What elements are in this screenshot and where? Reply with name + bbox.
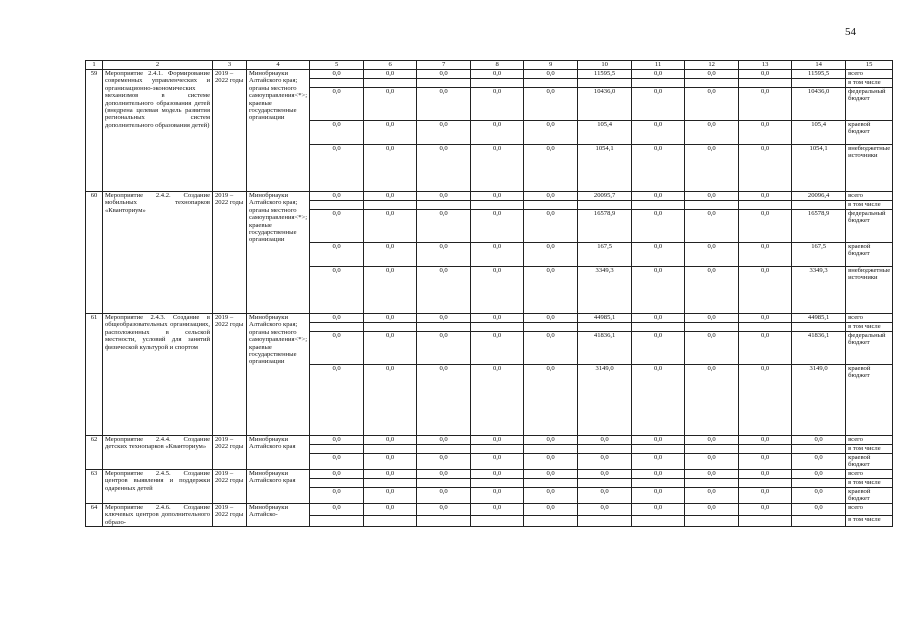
amount-cell: 0,0 (310, 314, 364, 323)
period: 2019 – 2022 годы (213, 504, 247, 527)
amount-cell: 16578,9 (792, 210, 846, 243)
amount-cell (524, 445, 578, 454)
amount-cell: 0,0 (685, 243, 739, 267)
amount-cell: 0,0 (364, 332, 417, 365)
amount-cell: 0,0 (364, 488, 417, 504)
amount-cell: 0,0 (632, 314, 685, 323)
period: 2019 – 2022 годы (213, 70, 247, 192)
amount-cell: 0,0 (632, 243, 685, 267)
amount-cell: 0,0 (578, 504, 632, 516)
amount-cell: 41836,1 (578, 332, 632, 365)
amount-cell: 20096,4 (792, 192, 846, 201)
amount-cell: 0,0 (739, 314, 792, 323)
amount-cell: 0,0 (364, 454, 417, 470)
amount-cell (524, 479, 578, 488)
amount-cell: 0,0 (417, 192, 471, 201)
funding-source: всего (846, 504, 893, 516)
amount-cell: 16578,9 (578, 210, 632, 243)
period: 2019 – 2022 годы (213, 192, 247, 314)
amount-cell (524, 323, 578, 332)
amount-cell: 0,0 (471, 365, 524, 436)
amount-cell (632, 323, 685, 332)
funding-source: краевой бюджет (846, 488, 893, 504)
amount-cell: 0,0 (524, 145, 578, 192)
amount-cell: 0,0 (792, 436, 846, 445)
amount-cell (685, 515, 739, 527)
amount-cell (792, 79, 846, 88)
amount-cell: 0,0 (310, 192, 364, 201)
column-number: 15 (846, 61, 893, 70)
amount-cell: 0,0 (417, 488, 471, 504)
amount-cell: 1054,1 (578, 145, 632, 192)
amount-cell (310, 445, 364, 454)
amount-cell: 0,0 (364, 243, 417, 267)
amount-cell: 0,0 (578, 436, 632, 445)
amount-cell: 10436,0 (578, 88, 632, 121)
amount-cell: 0,0 (739, 332, 792, 365)
amount-cell: 0,0 (739, 243, 792, 267)
funding-source: всего (846, 192, 893, 201)
amount-cell: 0,0 (739, 488, 792, 504)
table-row (86, 192, 893, 201)
amount-cell (632, 515, 685, 527)
amount-cell: 0,0 (310, 121, 364, 145)
amount-cell: 0,0 (364, 470, 417, 479)
amount-cell: 44985,1 (792, 314, 846, 323)
amount-cell (792, 445, 846, 454)
amount-cell (310, 479, 364, 488)
amount-cell: 0,0 (364, 70, 417, 79)
amount-cell: 105,4 (792, 121, 846, 145)
funding-source: в том числе (846, 323, 893, 332)
funding-source: всего (846, 470, 893, 479)
amount-cell: 44985,1 (578, 314, 632, 323)
amount-cell: 0,0 (632, 365, 685, 436)
amount-cell: 0,0 (739, 365, 792, 436)
amount-cell: 0,0 (417, 70, 471, 79)
row-number: 60 (86, 192, 103, 314)
amount-cell: 0,0 (471, 88, 524, 121)
amount-cell: 0,0 (310, 243, 364, 267)
amount-cell: 0,0 (739, 88, 792, 121)
amount-cell: 0,0 (792, 504, 846, 516)
amount-cell: 0,0 (632, 88, 685, 121)
amount-cell: 0,0 (739, 70, 792, 79)
funding-source: федеральный бюджет (846, 88, 893, 121)
amount-cell (471, 79, 524, 88)
amount-cell: 0,0 (310, 70, 364, 79)
amount-cell (685, 323, 739, 332)
funding-source: в том числе (846, 201, 893, 210)
amount-cell (524, 79, 578, 88)
amount-cell: 0,0 (685, 192, 739, 201)
amount-cell (471, 479, 524, 488)
column-number: 8 (471, 61, 524, 70)
row-number: 62 (86, 436, 103, 470)
funding-source: всего (846, 70, 893, 79)
amount-cell: 0,0 (685, 121, 739, 145)
amount-cell: 0,0 (739, 454, 792, 470)
amount-cell (739, 323, 792, 332)
column-number: 2 (103, 61, 213, 70)
amount-cell: 0,0 (364, 365, 417, 436)
amount-cell: 0,0 (471, 243, 524, 267)
column-number: 11 (632, 61, 685, 70)
column-number-header (86, 61, 893, 70)
amount-cell: 0,0 (739, 504, 792, 516)
amount-cell: 0,0 (471, 70, 524, 79)
amount-cell (792, 323, 846, 332)
amount-cell: 0,0 (739, 436, 792, 445)
amount-cell: 105,4 (578, 121, 632, 145)
amount-cell: 0,0 (471, 436, 524, 445)
amount-cell: 0,0 (578, 454, 632, 470)
column-number: 6 (364, 61, 417, 70)
amount-cell (364, 323, 417, 332)
amount-cell: 0,0 (417, 470, 471, 479)
table-row (86, 436, 893, 445)
amount-cell: 0,0 (685, 70, 739, 79)
amount-cell: 0,0 (632, 436, 685, 445)
amount-cell (632, 79, 685, 88)
amount-cell: 0,0 (524, 454, 578, 470)
amount-cell: 0,0 (417, 436, 471, 445)
amount-cell: 0,0 (417, 332, 471, 365)
amount-cell: 0,0 (417, 454, 471, 470)
executor: Минобрнауки Алтайского края; органы местного самоуправления<*>; краевые государственные организации (247, 70, 310, 192)
amount-cell: 0,0 (685, 470, 739, 479)
amount-cell: 0,0 (739, 145, 792, 192)
row-number: 59 (86, 70, 103, 192)
amount-cell (524, 201, 578, 210)
amount-cell: 0,0 (524, 192, 578, 201)
amount-cell (685, 201, 739, 210)
page-number: 54 (845, 26, 856, 38)
amount-cell (364, 79, 417, 88)
funding-source: федеральный бюджет (846, 210, 893, 243)
amount-cell (685, 479, 739, 488)
amount-cell: 0,0 (632, 332, 685, 365)
funding-source: в том числе (846, 479, 893, 488)
amount-cell: 0,0 (310, 332, 364, 365)
amount-cell: 3349,3 (792, 267, 846, 314)
amount-cell (578, 323, 632, 332)
amount-cell: 0,0 (632, 267, 685, 314)
amount-cell (417, 479, 471, 488)
amount-cell (471, 201, 524, 210)
amount-cell: 0,0 (471, 470, 524, 479)
amount-cell (685, 79, 739, 88)
amount-cell (578, 79, 632, 88)
funding-source: в том числе (846, 445, 893, 454)
funding-source: всего (846, 314, 893, 323)
amount-cell: 0,0 (739, 121, 792, 145)
amount-cell: 11595,5 (578, 70, 632, 79)
amount-cell: 0,0 (417, 121, 471, 145)
amount-cell: 0,0 (792, 488, 846, 504)
amount-cell: 0,0 (364, 192, 417, 201)
amount-cell (310, 323, 364, 332)
amount-cell: 0,0 (685, 314, 739, 323)
amount-cell: 20095,7 (578, 192, 632, 201)
amount-cell: 0,0 (364, 267, 417, 314)
table-row (86, 70, 893, 79)
amount-cell: 167,5 (792, 243, 846, 267)
amount-cell: 0,0 (471, 210, 524, 243)
amount-cell: 0,0 (685, 267, 739, 314)
amount-cell: 0,0 (632, 70, 685, 79)
amount-cell: 0,0 (417, 88, 471, 121)
funding-source: внебюджетные источники (846, 267, 893, 314)
funding-source: всего (846, 436, 893, 445)
amount-cell: 41836,1 (792, 332, 846, 365)
amount-cell: 0,0 (310, 210, 364, 243)
amount-cell: 3149,0 (792, 365, 846, 436)
executor: Минобрнауки Алтайского края; органы местного самоуправления<*>; краевые государственные организации (247, 314, 310, 436)
amount-cell: 0,0 (524, 314, 578, 323)
amount-cell: 0,0 (364, 314, 417, 323)
amount-cell: 0,0 (471, 314, 524, 323)
amount-cell (524, 515, 578, 527)
measure-name: Мероприятие 2.4.4. Создание детских технопарков «Кванториум» (103, 436, 213, 470)
amount-cell (417, 201, 471, 210)
period: 2019 – 2022 годы (213, 436, 247, 470)
amount-cell: 0,0 (739, 210, 792, 243)
amount-cell (364, 479, 417, 488)
funding-source: краевой бюджет (846, 121, 893, 145)
funding-source: краевой бюджет (846, 454, 893, 470)
amount-cell: 0,0 (685, 436, 739, 445)
amount-cell (632, 445, 685, 454)
amount-cell (310, 515, 364, 527)
amount-cell: 0,0 (632, 488, 685, 504)
amount-cell (792, 515, 846, 527)
amount-cell: 0,0 (524, 88, 578, 121)
amount-cell: 0,0 (310, 504, 364, 516)
amount-cell: 0,0 (524, 243, 578, 267)
column-number: 4 (247, 61, 310, 70)
table-row (86, 470, 893, 479)
measure-name: Мероприятие 2.4.5. Создание центров выявления и поддержки одаренных детей (103, 470, 213, 504)
amount-cell: 0,0 (739, 192, 792, 201)
amount-cell: 0,0 (471, 504, 524, 516)
amount-cell: 1054,1 (792, 145, 846, 192)
amount-cell (417, 515, 471, 527)
amount-cell (417, 445, 471, 454)
amount-cell: 0,0 (524, 332, 578, 365)
period: 2019 – 2022 годы (213, 470, 247, 504)
amount-cell (739, 79, 792, 88)
amount-cell: 0,0 (685, 488, 739, 504)
amount-cell (685, 445, 739, 454)
amount-cell (578, 515, 632, 527)
column-number: 10 (578, 61, 632, 70)
amount-cell: 0,0 (471, 121, 524, 145)
amount-cell: 0,0 (792, 454, 846, 470)
measure-name: Мероприятие 2.4.6. Создание ключевых центров дополнительного образо- (103, 504, 213, 527)
measure-name: Мероприятие 2.4.1. Формирование современных управленческих и организационно-экономических механизмов в системе дополнительного образования детей (внедрена целевая модель развития региональных систем дополнительного образования детей) (103, 70, 213, 192)
amount-cell: 0,0 (364, 88, 417, 121)
row-number: 63 (86, 470, 103, 504)
amount-cell (471, 515, 524, 527)
measure-name: Мероприятие 2.4.2. Создание мобильных технопарков «Кванториум» (103, 192, 213, 314)
executor: Минобрнауки Алтайского края (247, 470, 310, 504)
amount-cell (632, 479, 685, 488)
amount-cell: 0,0 (417, 243, 471, 267)
amount-cell: 0,0 (364, 121, 417, 145)
amount-cell: 0,0 (310, 145, 364, 192)
amount-cell: 0,0 (310, 88, 364, 121)
amount-cell: 0,0 (632, 192, 685, 201)
amount-cell: 0,0 (685, 454, 739, 470)
column-number: 3 (213, 61, 247, 70)
amount-cell: 0,0 (364, 436, 417, 445)
amount-cell: 0,0 (632, 121, 685, 145)
table-row (86, 504, 893, 516)
amount-cell (632, 201, 685, 210)
column-number: 12 (685, 61, 739, 70)
column-number: 14 (792, 61, 846, 70)
amount-cell: 0,0 (471, 145, 524, 192)
amount-cell: 0,0 (310, 488, 364, 504)
amount-cell: 0,0 (632, 504, 685, 516)
amount-cell (578, 201, 632, 210)
amount-cell: 0,0 (685, 504, 739, 516)
amount-cell: 0,0 (685, 145, 739, 192)
amount-cell: 0,0 (578, 488, 632, 504)
amount-cell (310, 79, 364, 88)
amount-cell: 0,0 (524, 436, 578, 445)
amount-cell: 0,0 (524, 470, 578, 479)
amount-cell: 0,0 (310, 454, 364, 470)
amount-cell (792, 479, 846, 488)
amount-cell: 0,0 (632, 145, 685, 192)
amount-cell: 0,0 (632, 454, 685, 470)
amount-cell (739, 515, 792, 527)
amount-cell (739, 201, 792, 210)
amount-cell: 3349,3 (578, 267, 632, 314)
amount-cell (739, 479, 792, 488)
amount-cell: 0,0 (685, 332, 739, 365)
amount-cell: 0,0 (632, 210, 685, 243)
amount-cell: 0,0 (310, 470, 364, 479)
budget-table (85, 60, 893, 527)
column-number: 9 (524, 61, 578, 70)
executor: Минобрнауки Алтайского края; органы местного самоуправления<*>; краевые государственные организации (247, 192, 310, 314)
amount-cell: 0,0 (524, 504, 578, 516)
amount-cell (364, 515, 417, 527)
amount-cell: 0,0 (417, 504, 471, 516)
amount-cell: 167,5 (578, 243, 632, 267)
table-row (86, 314, 893, 323)
measure-name: Мероприятие 2.4.3. Создание в общеобразовательных организациях, расположенных в сельской местности, условий для занятий физической культурой и спортом (103, 314, 213, 436)
funding-source: федеральный бюджет (846, 332, 893, 365)
amount-cell (792, 201, 846, 210)
amount-cell (364, 201, 417, 210)
funding-source: краевой бюджет (846, 365, 893, 436)
amount-cell: 0,0 (739, 470, 792, 479)
amount-cell: 0,0 (417, 210, 471, 243)
amount-cell: 0,0 (739, 267, 792, 314)
amount-cell: 0,0 (578, 470, 632, 479)
column-number: 7 (417, 61, 471, 70)
row-number: 64 (86, 504, 103, 527)
amount-cell: 0,0 (685, 210, 739, 243)
amount-cell: 0,0 (310, 436, 364, 445)
amount-cell: 0,0 (471, 267, 524, 314)
amount-cell (310, 201, 364, 210)
amount-cell (471, 323, 524, 332)
row-number: 61 (86, 314, 103, 436)
amount-cell: 0,0 (364, 210, 417, 243)
amount-cell: 0,0 (471, 332, 524, 365)
amount-cell (739, 445, 792, 454)
amount-cell: 0,0 (471, 488, 524, 504)
funding-source: в том числе (846, 515, 893, 527)
amount-cell (417, 79, 471, 88)
amount-cell: 0,0 (417, 365, 471, 436)
amount-cell: 0,0 (364, 504, 417, 516)
amount-cell (417, 323, 471, 332)
amount-cell: 0,0 (524, 70, 578, 79)
amount-cell: 0,0 (792, 470, 846, 479)
amount-cell: 0,0 (524, 365, 578, 436)
amount-cell (364, 445, 417, 454)
amount-cell (471, 445, 524, 454)
amount-cell: 11595,5 (792, 70, 846, 79)
amount-cell: 3149,0 (578, 365, 632, 436)
amount-cell: 0,0 (524, 488, 578, 504)
amount-cell: 0,0 (524, 121, 578, 145)
amount-cell: 0,0 (310, 365, 364, 436)
amount-cell: 0,0 (524, 210, 578, 243)
funding-source: краевой бюджет (846, 243, 893, 267)
amount-cell: 0,0 (632, 470, 685, 479)
funding-source: внебюджетные источники (846, 145, 893, 192)
column-number: 1 (86, 61, 103, 70)
amount-cell: 0,0 (417, 145, 471, 192)
funding-source: в том числе (846, 79, 893, 88)
amount-cell (578, 479, 632, 488)
amount-cell: 0,0 (417, 314, 471, 323)
amount-cell: 10436,0 (792, 88, 846, 121)
executor: Минобрнауки Алтайского края (247, 436, 310, 470)
amount-cell: 0,0 (524, 267, 578, 314)
amount-cell: 0,0 (685, 88, 739, 121)
amount-cell: 0,0 (471, 192, 524, 201)
amount-cell: 0,0 (417, 267, 471, 314)
amount-cell: 0,0 (685, 365, 739, 436)
amount-cell: 0,0 (310, 267, 364, 314)
executor: Минобрнауки Алтайско- (247, 504, 310, 527)
amount-cell (578, 445, 632, 454)
amount-cell: 0,0 (471, 454, 524, 470)
amount-cell: 0,0 (364, 145, 417, 192)
period: 2019 – 2022 годы (213, 314, 247, 436)
column-number: 13 (739, 61, 792, 70)
column-number: 5 (310, 61, 364, 70)
